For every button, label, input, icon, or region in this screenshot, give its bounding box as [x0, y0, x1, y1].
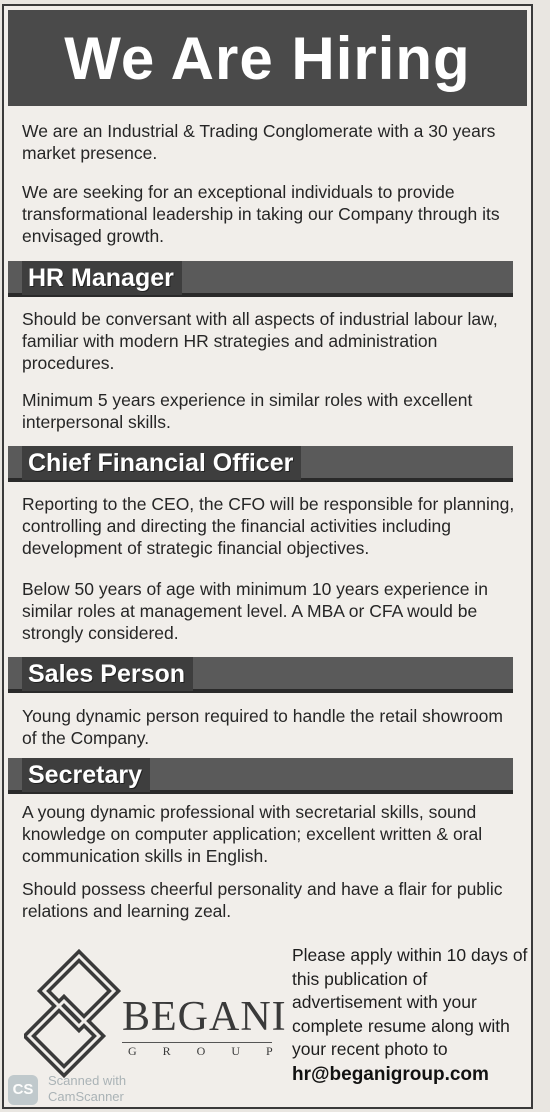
camscanner-logo-icon: CS	[8, 1075, 38, 1105]
section-title: HR Manager	[22, 261, 182, 295]
secretary-paragraph-2: Should possess cheerful personality and have a flair for public relations and learning zeal.	[22, 879, 503, 921]
watermark-line-1: Scanned with	[48, 1073, 127, 1088]
contact-email[interactable]: hr@beganigroup.com	[292, 1064, 489, 1085]
hr-paragraph-1: Should be conversant with all aspects of industrial labour law, familiar with modern HR strategies and administration procedures.	[22, 309, 498, 373]
apply-instructions: Please apply within 10 days of this publication of advertisement with your complete resume along with your recent photo to	[292, 945, 528, 1059]
section-header-hr-manager	[8, 261, 513, 297]
scanner-watermark	[48, 1073, 126, 1105]
section-header-sales-person	[8, 657, 513, 693]
cfo-paragraph-1: Reporting to the CEO, the CFO will be responsible for planning, controlling and directing the financial activities including development of strategic financial objectives.	[22, 494, 515, 558]
section-title: Sales Person	[22, 657, 193, 691]
intro-paragraph-1: We are an Industrial & Trading Conglomerate with a 30 years market presence.	[22, 121, 496, 163]
logo-divider	[122, 1042, 272, 1043]
cfo-paragraph-2: Below 50 years of age with minimum 10 years experience in similar roles at management level. A MBA or CFA would be strongly considered.	[22, 579, 488, 643]
watermark-line-2: CamScanner	[48, 1089, 124, 1104]
sales-paragraph-1: Young dynamic person required to handle the retail showroom of the Company.	[22, 706, 503, 748]
begani-group-logo	[24, 941, 299, 1091]
logo-wordmark: BEGANI	[122, 994, 287, 1040]
logo-subtitle: GROUP	[128, 1044, 299, 1058]
section-title: Secretary	[22, 758, 150, 792]
intro-paragraph-2: We are seeking for an exceptional individuals to provide transformational leadership in taking our Company through its envisaged growth.	[22, 182, 500, 246]
section-header-cfo	[8, 446, 513, 482]
diamond-logo-icon	[24, 941, 134, 1091]
section-title: Chief Financial Officer	[22, 446, 301, 480]
section-header-secretary	[8, 758, 513, 794]
headline: We Are Hiring	[64, 24, 471, 92]
headline-banner	[8, 10, 527, 106]
secretary-paragraph-1: A young dynamic professional with secretarial skills, sound knowledge on computer application; excellent written & oral communication skills in English.	[22, 802, 483, 866]
hr-paragraph-2: Minimum 5 years experience in similar roles with excellent interpersonal skills.	[22, 390, 473, 432]
job-advertisement	[2, 4, 533, 1109]
